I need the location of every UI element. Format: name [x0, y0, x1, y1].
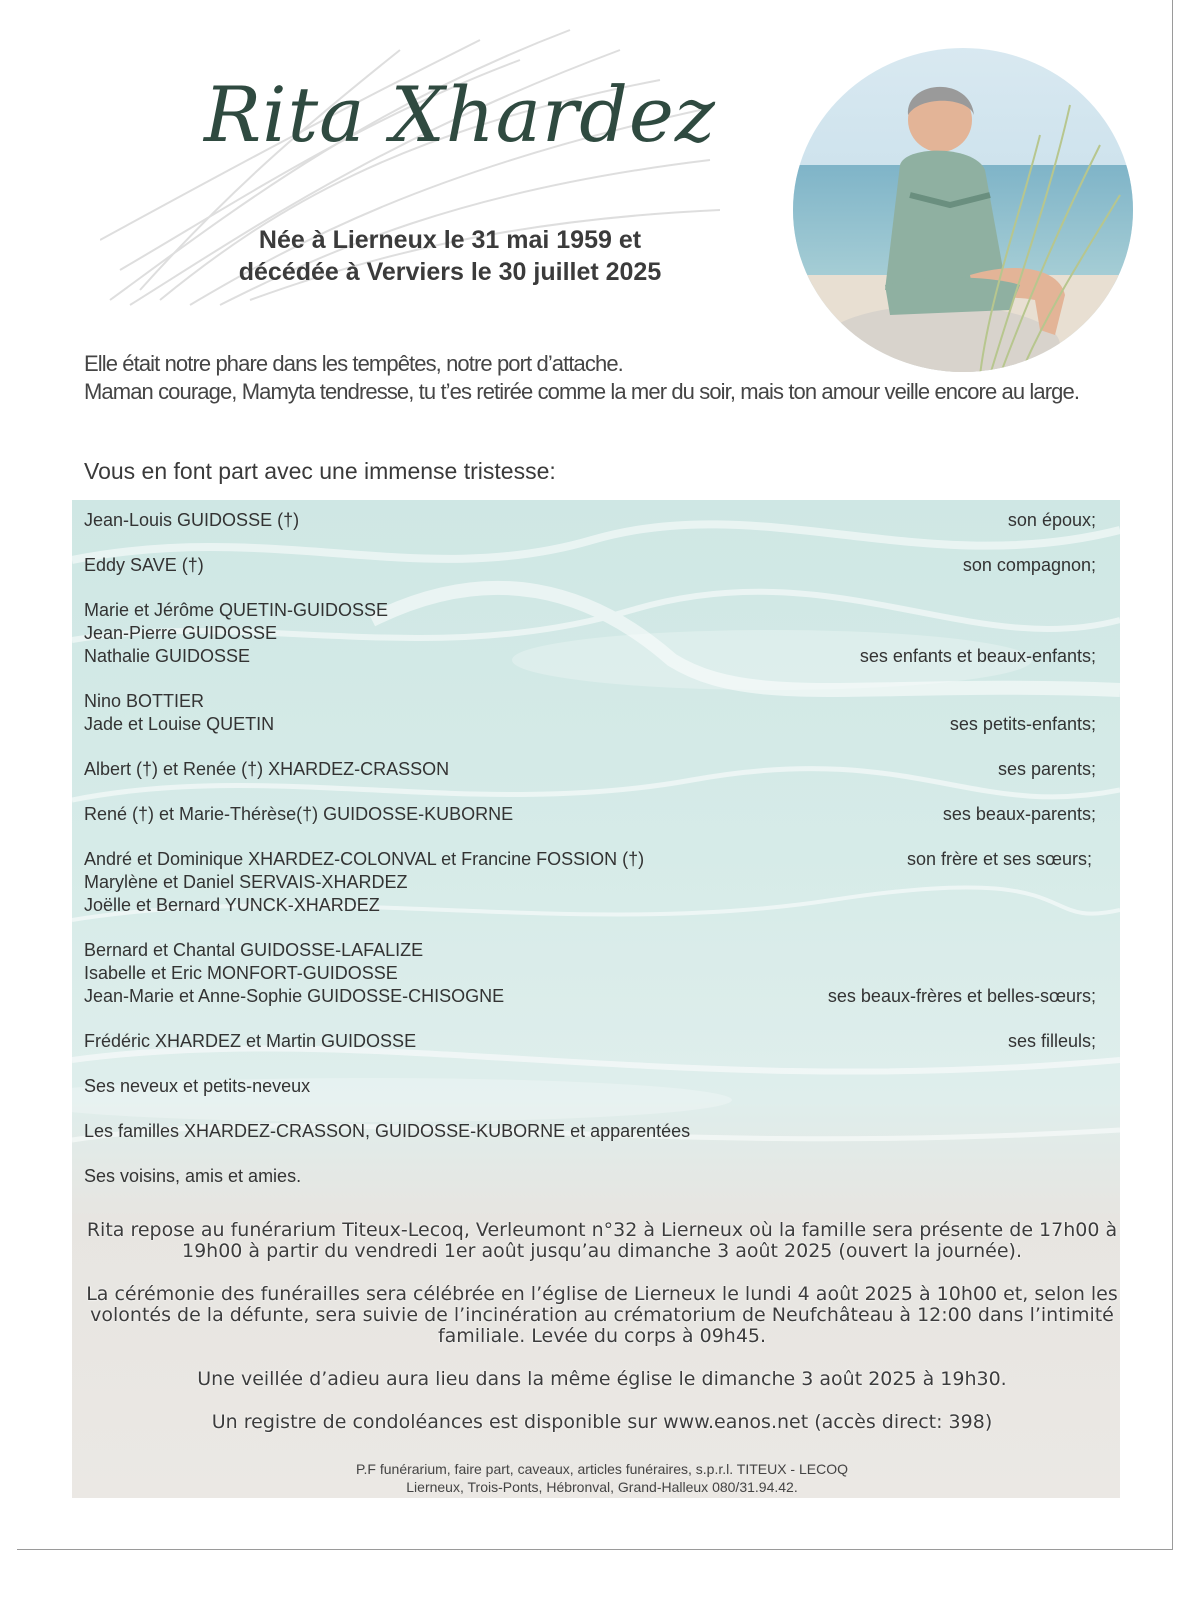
family-member: Jean-Louis GUIDOSSE (†)	[84, 510, 300, 530]
family-group	[84, 554, 1096, 577]
family-group	[84, 599, 1096, 668]
family-relation: ses enfants et beaux-enfants;	[859, 646, 1096, 666]
family-member: Marie et Jérôme QUETIN-GUIDOSSE	[84, 600, 389, 620]
family-member: Eddy SAVE (†)	[84, 555, 204, 575]
family-group	[84, 803, 1096, 826]
family-member: André et Dominique XHARDEZ-COLONVAL et Francine FOSSION (†)	[84, 849, 645, 869]
notice-register: Un registre de condoléances est disponible sur www.eanos.net (accès direct: 398)	[211, 1411, 993, 1433]
family-relation: ses petits-enfants;	[949, 714, 1096, 734]
notice-ceremony: La cérémonie des funérailles sera célébrée en l’église de Lierneux le lundi 4 août 2025 à 10h00 et, selon les volontés de la défunte, sera suivie de l’incinération au crématorium de Neufchâteau à 12:00 dans l’intimité familiale. Levée du corps à 09h45.	[86, 1283, 1118, 1347]
family-relation: ses parents;	[997, 759, 1096, 779]
family-member: Jean-Marie et Anne-Sophie GUIDOSSE-CHISOGNE	[84, 986, 505, 1006]
family-member: René (†) et Marie-Thérèse(†) GUIDOSSE-KUBORNE	[84, 804, 514, 824]
family-member: Albert (†) et Renée (†) XHARDEZ-CRASSON	[84, 759, 450, 779]
family-list	[84, 509, 1096, 1210]
notice-vigil: Une veillée d’adieu aura lieu dans la même église le dimanche 3 août 2025 à 19h30.	[197, 1368, 1007, 1390]
family-member: Ses voisins, amis et amies.	[84, 1166, 302, 1186]
dates-line-2: décédée à Verviers le 30 juillet 2025	[238, 258, 662, 286]
family-group	[84, 690, 1096, 736]
deceased-name: Rita Xhardez	[204, 70, 716, 159]
birth-death-dates	[150, 224, 750, 288]
family-group	[84, 1165, 1096, 1188]
family-group	[84, 1120, 1096, 1143]
family-group	[84, 758, 1096, 781]
family-member: Isabelle et Eric MONFORT-GUIDOSSE	[84, 963, 398, 983]
family-relation: ses beaux-frères et belles-sœurs;	[827, 986, 1096, 1006]
family-group	[84, 1030, 1096, 1053]
family-relation: son compagnon;	[962, 555, 1096, 575]
family-member: Frédéric XHARDEZ et Martin GUIDOSSE	[84, 1031, 417, 1051]
family-relation: son époux;	[1007, 510, 1096, 530]
tribute-text	[84, 350, 1124, 406]
family-member: Jade et Louise QUETIN	[84, 714, 275, 734]
family-member: Nathalie GUIDOSSE	[84, 646, 251, 666]
portrait-photo	[790, 45, 1136, 375]
family-relation: ses filleuls;	[1007, 1031, 1096, 1051]
announcement: Vous en font part avec une immense tristesse:	[84, 458, 556, 484]
family-group	[84, 1075, 1096, 1098]
family-member: Ses neveux et petits-neveux	[84, 1076, 311, 1096]
family-group	[84, 848, 1096, 917]
family-member: Marylène et Daniel SERVAIS-XHARDEZ	[84, 872, 408, 892]
family-member: Jean-Pierre GUIDOSSE	[84, 623, 278, 643]
tribute-line-1: Elle était notre phare dans les tempêtes, notre port d’attache.	[84, 351, 623, 376]
family-group	[84, 509, 1096, 532]
family-member: Les familles XHARDEZ-CRASSON, GUIDOSSE-KUBORNE et apparentées	[84, 1121, 691, 1141]
family-relation: ses beaux-parents;	[942, 804, 1096, 824]
footer-line-2: Lierneux, Trois-Ponts, Hébronval, Grand-Halleux 080/31.94.42.	[406, 1479, 798, 1495]
notice-repose: Rita repose au funérarium Titeux-Lecoq, Verleumont n°32 à Lierneux où la famille sera présente de 17h00 à 19h00 à partir du vendredi 1er août jusqu’au dimanche 3 août 2025 (ouvert la journée).	[86, 1219, 1118, 1262]
tribute-line-2: Maman courage, Mamyta tendresse, tu t’es retirée comme la mer du soir, mais ton amour veille encore au large.	[84, 379, 1080, 404]
family-member: Joëlle et Bernard YUNCK-XHARDEZ	[84, 895, 380, 915]
family-member: Bernard et Chantal GUIDOSSE-LAFALIZE	[84, 940, 424, 960]
footer-line-1: P.F funérarium, faire part, caveaux, articles funéraires, s.p.r.l. TITEUX - LECOQ	[356, 1461, 848, 1477]
dates-line-1: Née à Lierneux le 31 mai 1959 et	[258, 226, 642, 254]
funeral-notices	[84, 1220, 1120, 1455]
family-group	[84, 939, 1096, 1008]
family-relation: son frère et ses sœurs;	[906, 849, 1092, 869]
family-member: Nino BOTTIER	[84, 691, 205, 711]
funeral-home-footer	[84, 1460, 1120, 1496]
